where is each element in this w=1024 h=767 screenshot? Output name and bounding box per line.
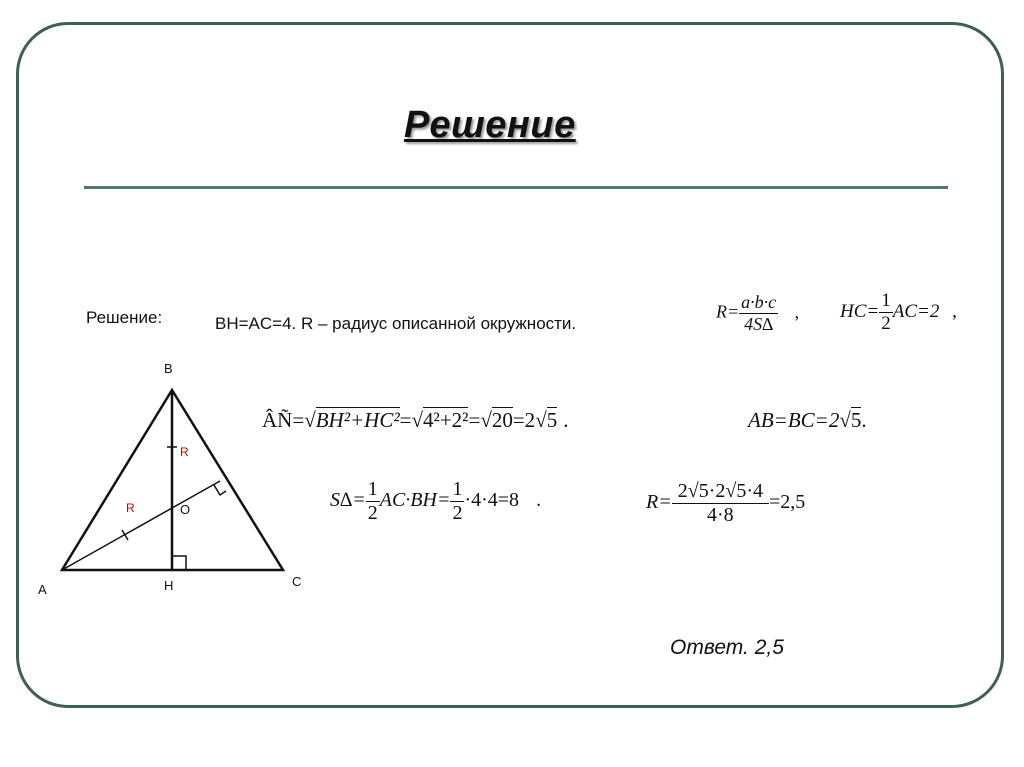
vertex-label-b: B xyxy=(164,361,173,376)
equals-sign: = xyxy=(468,408,481,432)
point-label-o: O xyxy=(180,502,191,517)
right-angle-mark-bc xyxy=(214,485,226,495)
fraction-numerator: 2√5·2√5·4 xyxy=(672,480,769,504)
formula-rhs: ·4·4=8 xyxy=(464,489,520,512)
fraction-denominator: 4S∆ xyxy=(744,314,774,334)
formula-lhs: S∆= xyxy=(330,489,366,512)
formula-period: . xyxy=(563,408,569,432)
fraction-numerator: 1 xyxy=(367,478,378,500)
formula-lhs: R= xyxy=(646,491,672,514)
formula-lhs: HC= xyxy=(840,300,880,322)
point-label-h: H xyxy=(164,578,174,593)
formula-lhs: ÂÑ= xyxy=(262,408,305,432)
formula-period: . xyxy=(536,489,542,512)
formula-middle: AC·BH= xyxy=(379,489,451,512)
formula-period: . xyxy=(861,408,867,432)
segment-a-to-bc xyxy=(62,481,220,570)
radius-label-bo: R xyxy=(180,445,189,459)
vertex-label-c: C xyxy=(292,574,302,589)
formula-rhs: =2,5 xyxy=(769,491,806,514)
fraction-denominator: 4·8 xyxy=(707,504,734,526)
formula-rhs: =2 xyxy=(512,408,536,432)
formula-rhs: AC=2 xyxy=(892,300,940,322)
sqrt-sign: √ xyxy=(535,408,547,432)
sqrt-sign: √ xyxy=(839,408,851,432)
sqrt-radicand: 4²+2² xyxy=(423,408,469,432)
right-angle-mark-h xyxy=(172,556,186,570)
slide-title: Решение xyxy=(404,104,576,146)
problem-statement: BH=AC=4. R – радиус описанной окружности. xyxy=(215,314,577,333)
fraction-denominator: 2 xyxy=(452,502,463,524)
fraction-denominator: 2 xyxy=(881,313,891,334)
sqrt-radicand: BH²+HC² xyxy=(315,408,400,432)
fraction-numerator: 1 xyxy=(881,290,891,311)
formula-comma: , xyxy=(952,300,957,322)
sqrt-radicand: 20 xyxy=(491,408,513,432)
sqrt-sign: √ xyxy=(304,408,316,432)
sqrt-radicand: 5 xyxy=(546,408,558,432)
solution-label: Решение: xyxy=(86,308,163,327)
vertex-label-a: A xyxy=(38,582,47,597)
formula-text: AB=BC=2 xyxy=(748,408,840,432)
formula-comma: , xyxy=(794,301,800,322)
equals-sign: = xyxy=(399,408,412,432)
sqrt-sign: √ xyxy=(480,408,492,432)
answer-text: Ответ. 2,5 xyxy=(670,636,784,659)
fraction-numerator: 1 xyxy=(452,478,463,500)
fraction-numerator: a·b·c xyxy=(741,292,777,312)
sqrt-radicand: 5 xyxy=(850,408,862,432)
formula-lhs: R= xyxy=(716,301,740,322)
fraction-denominator: 2 xyxy=(367,502,378,524)
radius-label-ao: R xyxy=(126,501,135,515)
sqrt-sign: √ xyxy=(411,408,424,432)
